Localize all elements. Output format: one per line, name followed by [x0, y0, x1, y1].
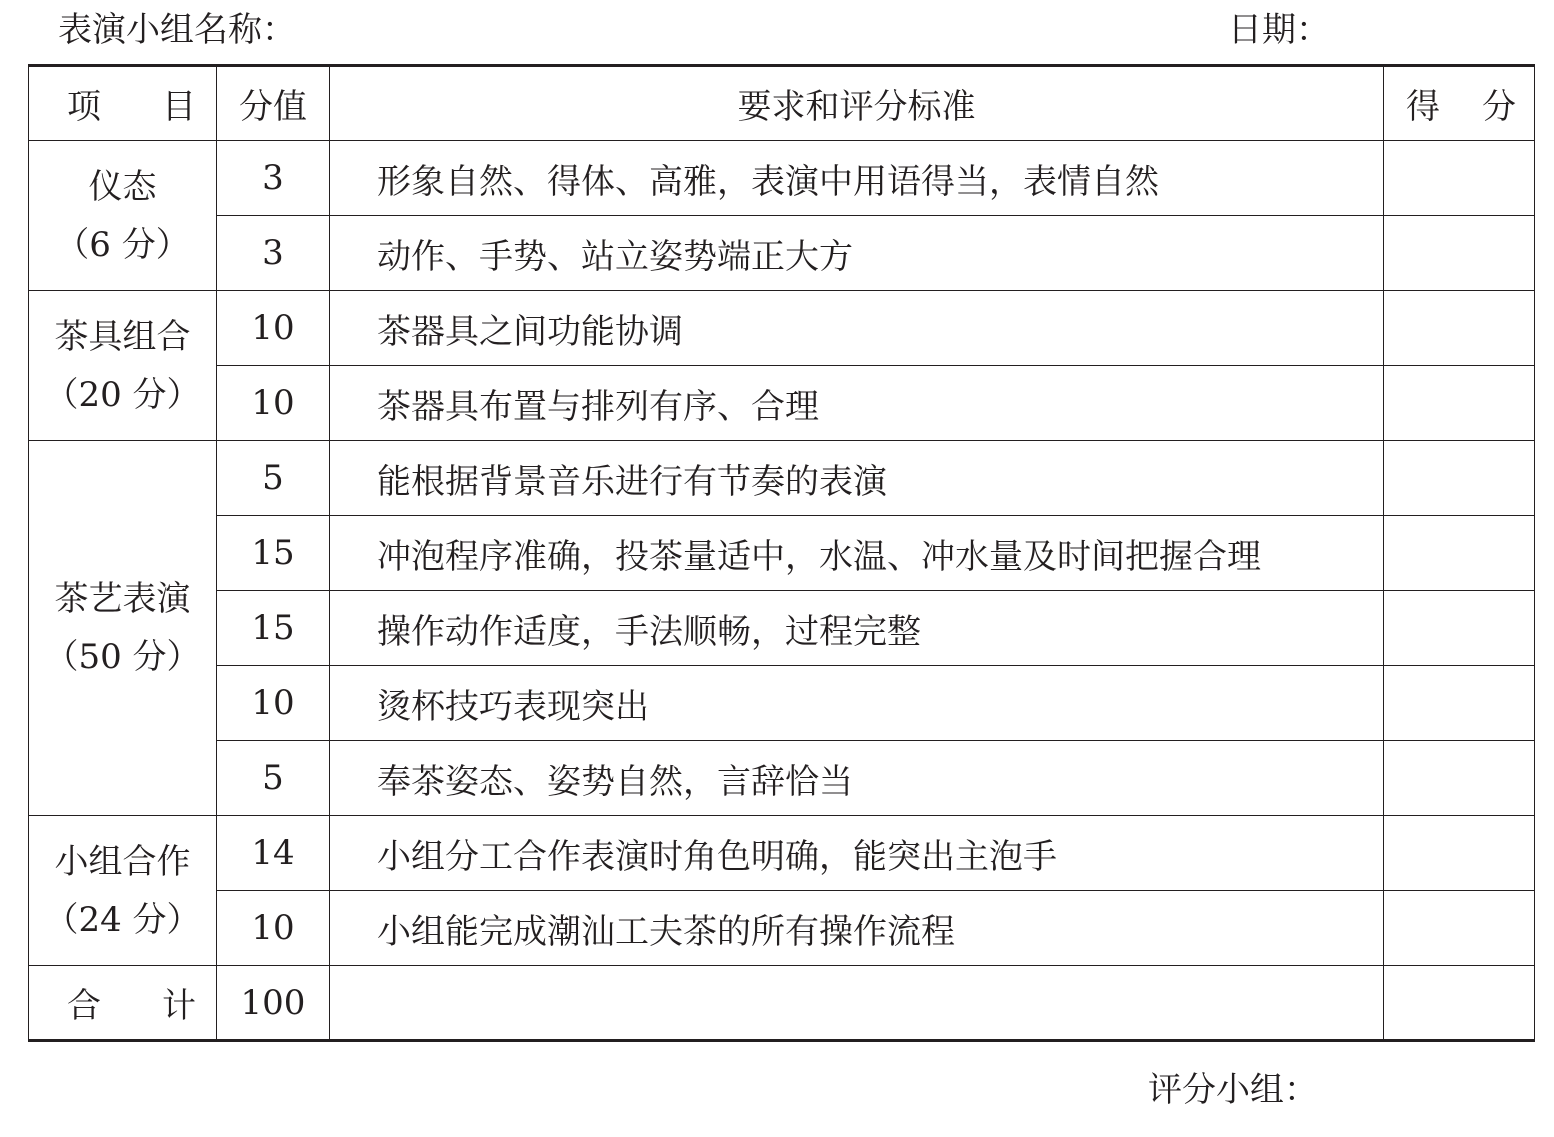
- criteria-cell: 冲泡程序准确，投茶量适中，水温、冲水量及时间把握合理: [330, 516, 1384, 591]
- table-row: [29, 216, 1535, 291]
- score-cell[interactable]: [1384, 516, 1535, 591]
- criteria-cell: 形象自然、得体、高雅，表演中用语得当，表情自然: [330, 141, 1384, 216]
- table-row: [29, 366, 1535, 441]
- value-cell: 10: [217, 666, 330, 741]
- table-row: [29, 816, 1535, 891]
- table-row: [29, 441, 1535, 516]
- value-cell: 14: [217, 816, 330, 891]
- criteria-cell: 茶器具布置与排列有序、合理: [330, 366, 1384, 441]
- column-header-score-char-2: 分: [1482, 87, 1516, 127]
- item-cell-teamwork: [29, 816, 217, 966]
- scoring-table: [28, 64, 1535, 1042]
- total-criteria-cell: [330, 966, 1384, 1041]
- score-cell[interactable]: [1384, 891, 1535, 966]
- value-cell: 3: [217, 141, 330, 216]
- table-row: [29, 141, 1535, 216]
- date-label: 日期：: [1228, 10, 1330, 50]
- column-header-item: [29, 66, 217, 141]
- item-points: （20 分）: [44, 374, 201, 415]
- table-header-row: [29, 66, 1535, 141]
- criteria-cell: 小组分工合作表演时角色明确，能突出主泡手: [330, 816, 1384, 891]
- value-cell: 10: [217, 291, 330, 366]
- criteria-cell: 动作、手势、站立姿势端正大方: [330, 216, 1384, 291]
- table-row: [29, 741, 1535, 816]
- column-header-score: [1384, 66, 1535, 141]
- score-cell[interactable]: [1384, 141, 1535, 216]
- item-name: 茶艺表演: [54, 579, 191, 619]
- criteria-cell: 能根据背景音乐进行有节奏的表演: [330, 441, 1384, 516]
- value-cell: 5: [217, 441, 330, 516]
- group-name-label: 表演小组名称：: [58, 10, 296, 50]
- criteria-cell: 烫杯技巧表现突出: [330, 666, 1384, 741]
- score-cell[interactable]: [1384, 366, 1535, 441]
- column-header-item-char-1: 项: [67, 87, 101, 127]
- total-label-cell: [29, 966, 217, 1041]
- column-header-score-char-1: 得: [1406, 87, 1440, 127]
- item-points: （50 分）: [44, 637, 201, 677]
- table-row: [29, 666, 1535, 741]
- score-cell[interactable]: [1384, 441, 1535, 516]
- value-cell: 10: [217, 366, 330, 441]
- score-cell[interactable]: [1384, 741, 1535, 816]
- table-row: [29, 891, 1535, 966]
- total-row: [29, 966, 1535, 1041]
- score-cell[interactable]: [1384, 816, 1535, 891]
- value-cell: 15: [217, 516, 330, 591]
- total-value-cell: 100: [217, 966, 330, 1041]
- item-name: 仪态: [88, 166, 157, 207]
- item-points: （6 分）: [55, 224, 190, 265]
- table-row: [29, 291, 1535, 366]
- value-cell: 10: [217, 891, 330, 966]
- item-points: （24 分）: [44, 899, 201, 940]
- total-label-char-2: 计: [162, 986, 196, 1026]
- column-header-criteria: 要求和评分标准: [330, 66, 1384, 141]
- item-cell-teaware: [29, 291, 217, 441]
- table-row: [29, 591, 1535, 666]
- item-name: 茶具组合: [54, 316, 191, 357]
- score-cell[interactable]: [1384, 591, 1535, 666]
- criteria-cell: 茶器具之间功能协调: [330, 291, 1384, 366]
- item-cell-performance: [29, 441, 217, 816]
- value-cell: 15: [217, 591, 330, 666]
- total-label-char-1: 合: [67, 986, 101, 1026]
- judges-label: 评分小组：: [1148, 1070, 1318, 1110]
- score-cell[interactable]: [1384, 216, 1535, 291]
- item-cell-demeanor: [29, 141, 217, 291]
- criteria-cell: 操作动作适度，手法顺畅，过程完整: [330, 591, 1384, 666]
- column-header-value: 分值: [217, 66, 330, 141]
- column-header-item-char-2: 目: [162, 87, 196, 127]
- total-score-cell[interactable]: [1384, 966, 1535, 1041]
- criteria-cell: 奉茶姿态、姿势自然，言辞恰当: [330, 741, 1384, 816]
- score-cell[interactable]: [1384, 291, 1535, 366]
- score-cell[interactable]: [1384, 666, 1535, 741]
- value-cell: 3: [217, 216, 330, 291]
- table-row: [29, 516, 1535, 591]
- value-cell: 5: [217, 741, 330, 816]
- item-name: 小组合作: [54, 841, 191, 882]
- criteria-cell: 小组能完成潮汕工夫茶的所有操作流程: [330, 891, 1384, 966]
